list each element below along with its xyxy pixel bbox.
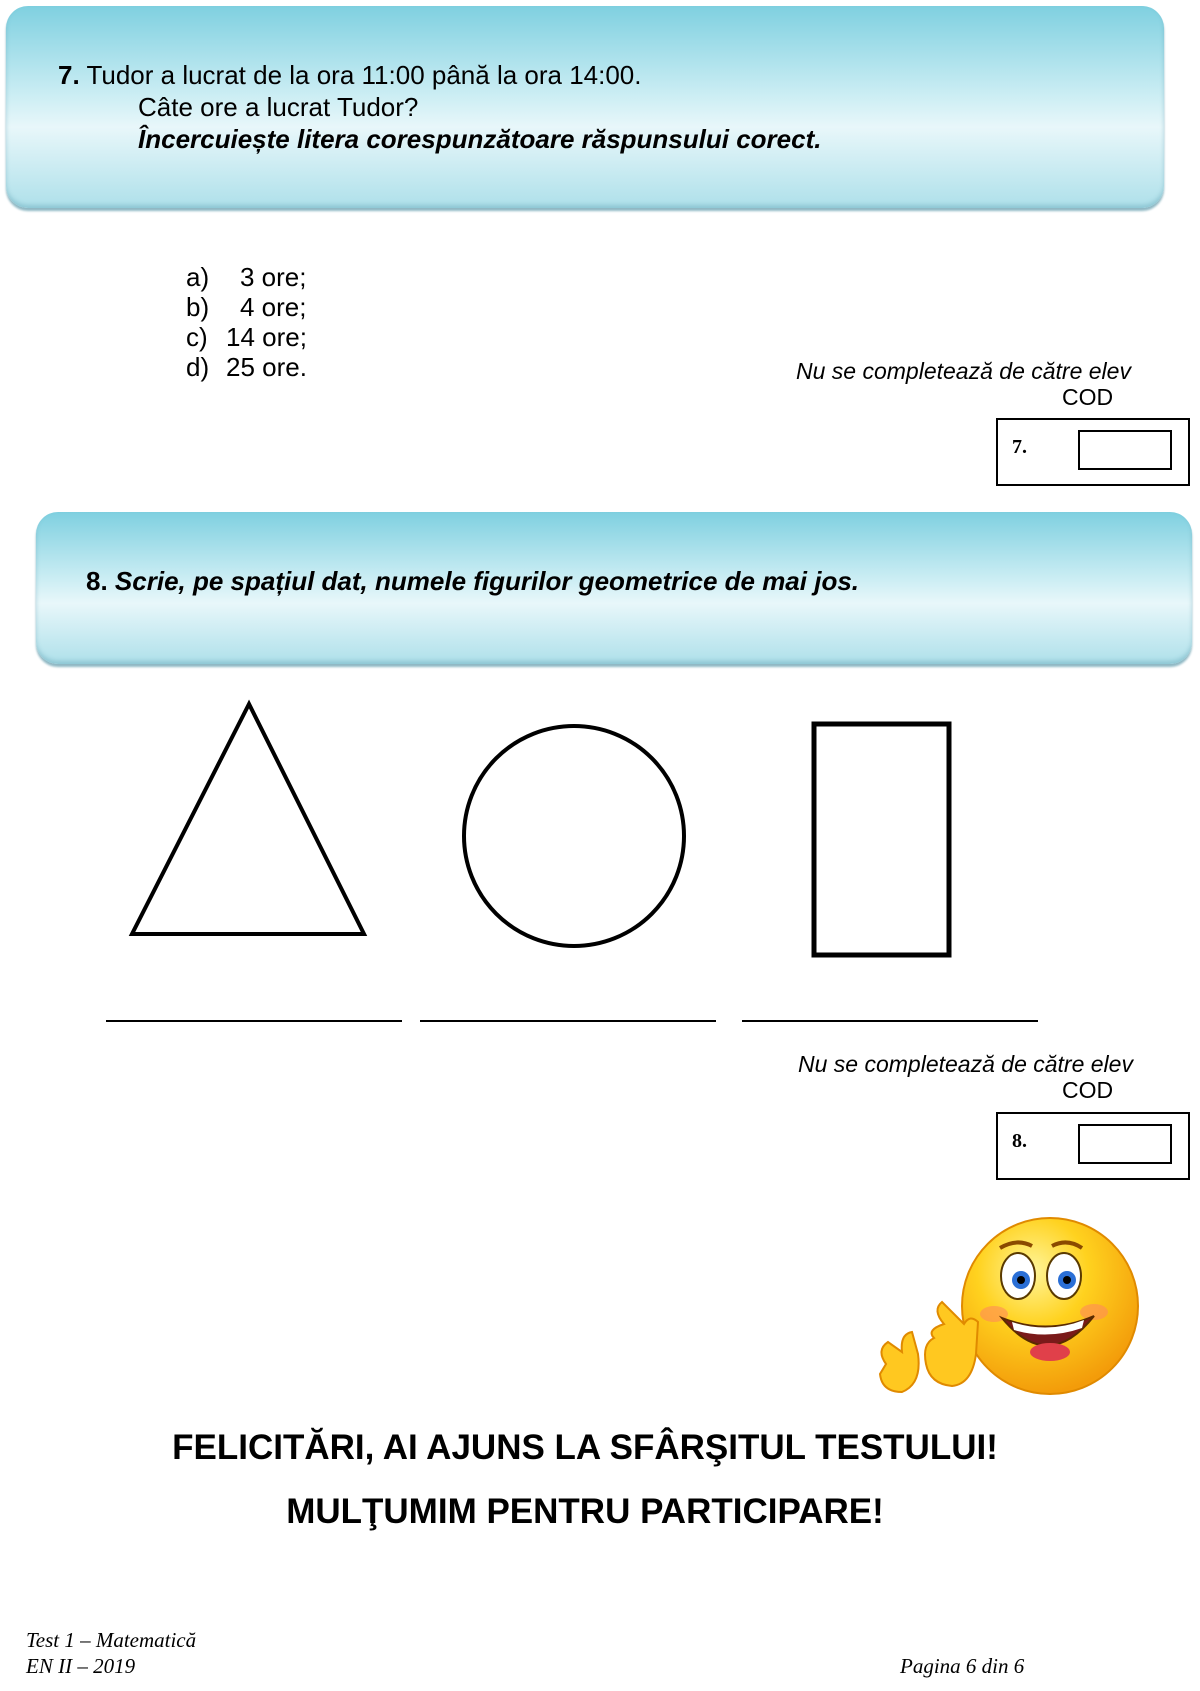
option-letter: c) <box>186 322 208 352</box>
option-text: 25 ore. <box>226 352 307 382</box>
question-7-instruction: Încercuiește litera corespunzătoare răspunsului corect. <box>138 124 822 154</box>
triangle-shape <box>132 704 364 934</box>
option-a[interactable] <box>186 262 307 293</box>
footer-exam-year: EN II – 2019 <box>26 1654 136 1678</box>
code-input-8[interactable] <box>1078 1124 1172 1164</box>
option-c[interactable] <box>186 322 307 353</box>
question-7-line2: Câte ore a lucrat Tudor? <box>138 92 419 122</box>
code-box-number: 7. <box>1012 436 1027 458</box>
footer-test-name: Test 1 – Matematică <box>26 1628 197 1652</box>
option-letter: d) <box>186 352 210 382</box>
circle-shape <box>464 726 684 946</box>
option-text: 14 ore; <box>226 322 307 352</box>
option-b[interactable] <box>186 292 307 323</box>
question-7-line1 <box>58 60 642 91</box>
option-d[interactable] <box>186 352 307 383</box>
footer-page-number: Pagina 6 din 6 <box>900 1654 1025 1678</box>
answer-line-1[interactable] <box>106 1020 402 1022</box>
option-text: 4 ore; <box>240 292 307 322</box>
question-8-number: 8. <box>86 566 108 596</box>
grader-note-7: Nu se completează de către elev <box>796 358 1131 384</box>
code-box-number: 8. <box>1012 1130 1027 1152</box>
option-letter: b) <box>186 292 210 322</box>
answer-line-2[interactable] <box>420 1020 716 1022</box>
rectangle-shape <box>814 724 949 955</box>
option-letter: a) <box>186 262 210 292</box>
option-text: 3 ore; <box>240 262 307 292</box>
question-7-text: Tudor a lucrat de la ora 11:00 până la ora 14:00. <box>86 60 642 90</box>
smiley-emoji-icon <box>872 1214 1142 1399</box>
code-box-7 <box>996 418 1190 486</box>
cod-label-8: COD <box>1062 1077 1114 1103</box>
closing-line-1: FELICITĂRI, AI AJUNS LA SFÂRŞITUL TESTULUI! <box>172 1428 998 1467</box>
shapes-figure <box>0 690 1200 990</box>
code-input-7[interactable] <box>1078 430 1172 470</box>
question-7-number: 7. <box>58 60 80 90</box>
cod-label-7: COD <box>1062 384 1114 410</box>
closing-line-2: MULŢUMIM PENTRU PARTICIPARE! <box>286 1492 884 1531</box>
code-box-8 <box>996 1112 1190 1180</box>
question-8-instruction: Scrie, pe spațiul dat, numele figurilor geometrice de mai jos. <box>114 566 860 596</box>
answer-line-3[interactable] <box>742 1020 1038 1022</box>
question-8-line <box>86 566 859 597</box>
grader-note-8: Nu se completează de către elev <box>798 1051 1133 1077</box>
